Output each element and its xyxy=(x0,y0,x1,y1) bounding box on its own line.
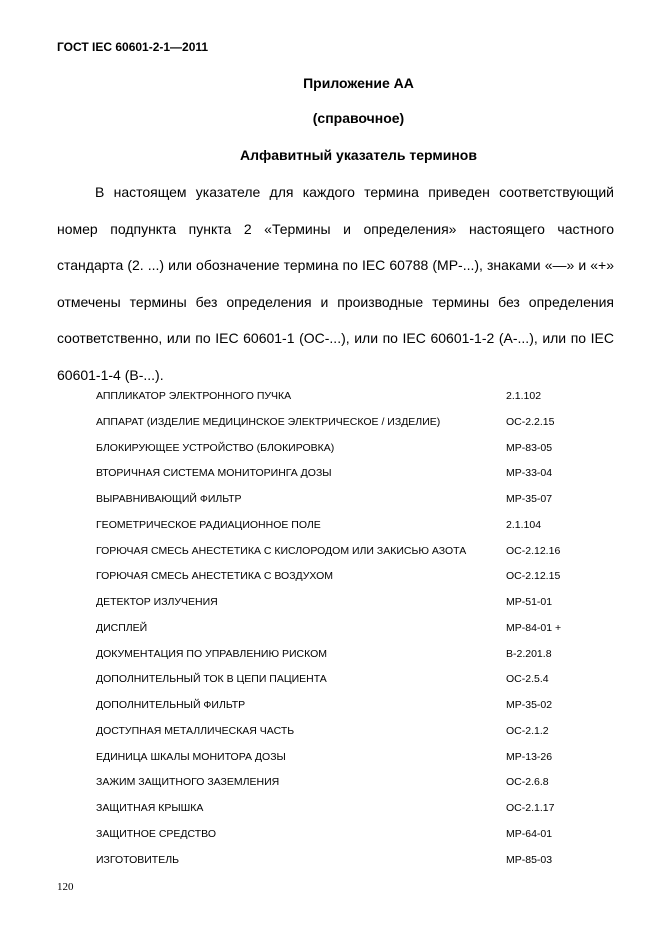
term-code: МР-35-02 xyxy=(506,699,553,711)
term-name: ИЗГОТОВИТЕЛЬ xyxy=(96,853,180,866)
appendix-title: Приложение АА xyxy=(303,75,414,91)
term-name: АППЛИКАТОР ЭЛЕКТРОННОГО ПУЧКА xyxy=(96,390,292,402)
term-code: ОС-2.1.2 xyxy=(506,724,549,737)
term-name: ГОРЮЧАЯ СМЕСЬ АНЕСТЕТИКА С КИСЛОРОДОМ ИЛИ ЗАКИСЬЮ АЗОТА xyxy=(96,544,467,557)
term-name: ГЕОМЕТРИЧЕСКОЕ РАДИАЦИОННОЕ ПОЛЕ xyxy=(96,518,321,531)
term-row xyxy=(96,622,616,648)
term-name: ДОПОЛНИТЕЛЬНЫЙ ФИЛЬТР xyxy=(96,699,246,711)
term-row xyxy=(96,673,616,699)
term-row xyxy=(96,545,616,571)
term-name: ДОСТУПНАЯ МЕТАЛЛИЧЕСКАЯ ЧАСТЬ xyxy=(96,724,295,737)
term-name: ВТОРИЧНАЯ СИСТЕМА МОНИТОРИНГА ДОЗЫ xyxy=(96,467,332,480)
term-row xyxy=(96,442,616,468)
term-row xyxy=(96,596,616,622)
term-name: ГОРЮЧАЯ СМЕСЬ АНЕСТЕТИКА С ВОЗДУХОМ xyxy=(96,570,334,583)
term-row xyxy=(96,493,616,519)
term-code: ОС-2.1.17 xyxy=(506,802,555,814)
term-code: ОС-2.12.15 xyxy=(506,570,561,583)
page-number: 120 xyxy=(57,881,74,893)
document-header: ГОСТ IEC 60601-2-1—2011 xyxy=(57,40,209,54)
term-code: В-2.201.8 xyxy=(506,647,552,660)
term-name: ЗАЩИТНОЕ СРЕДСТВО xyxy=(96,827,216,840)
term-name: ЗАЩИТНАЯ КРЫШКА xyxy=(96,802,204,814)
term-code: МР-84-01 + xyxy=(506,621,562,634)
term-code: ОС-2.5.4 xyxy=(506,673,549,686)
term-row xyxy=(96,854,616,880)
intro-paragraph xyxy=(57,174,614,394)
term-name: ДОКУМЕНТАЦИЯ ПО УПРАВЛЕНИЮ РИСКОМ xyxy=(96,647,328,660)
term-row xyxy=(96,648,616,674)
term-row xyxy=(96,751,616,777)
term-code: ОС-2.12.16 xyxy=(506,544,561,557)
term-name: ВЫРАВНИВАЮЩИЙ ФИЛЬТР xyxy=(96,493,242,505)
term-name: ДЕТЕКТОР ИЗЛУЧЕНИЯ xyxy=(96,596,218,608)
term-row xyxy=(96,519,616,545)
term-name: ДОПОЛНИТЕЛЬНЫЙ ТОК В ЦЕПИ ПАЦИЕНТА xyxy=(96,673,327,686)
term-row xyxy=(96,570,616,596)
term-code: МР-33-04 xyxy=(506,467,553,480)
term-code: МР-83-05 xyxy=(506,441,553,454)
term-code: ОС-2.6.8 xyxy=(506,776,549,789)
term-row xyxy=(96,467,616,493)
term-code: 2.1.102 xyxy=(506,390,542,402)
term-code: МР-13-26 xyxy=(506,750,553,763)
term-code: ОС-2.2.15 xyxy=(506,415,555,428)
term-name: ЕДИНИЦА ШКАЛЫ МОНИТОРА ДОЗЫ xyxy=(96,750,286,763)
term-code: МР-64-01 xyxy=(506,827,553,840)
terms-list xyxy=(96,390,616,879)
term-row xyxy=(96,699,616,725)
term-row xyxy=(96,776,616,802)
term-row xyxy=(96,416,616,442)
term-name: ДИСПЛЕЙ xyxy=(96,621,148,634)
appendix-type: (справочное) xyxy=(312,110,405,126)
index-title: Алфавитный указатель терминов xyxy=(240,147,477,163)
term-code: МР-51-01 xyxy=(506,596,553,608)
term-row xyxy=(96,725,616,751)
term-row xyxy=(96,390,616,416)
term-row xyxy=(96,802,616,828)
term-row xyxy=(96,828,616,854)
term-name: ЗАЖИМ ЗАЩИТНОГО ЗАЗЕМЛЕНИЯ xyxy=(96,776,280,789)
term-name: БЛОКИРУЮЩЕЕ УСТРОЙСТВО (БЛОКИРОВКА) xyxy=(96,441,335,454)
term-code: 2.1.104 xyxy=(506,518,542,531)
term-name: АППАРАТ (ИЗДЕЛИЕ МЕДИЦИНСКОЕ ЭЛЕКТРИЧЕСКОЕ / ИЗДЕЛИЕ) xyxy=(96,415,441,428)
term-code: МР-35-07 xyxy=(506,493,553,505)
intro-text: В настоящем указателе для каждого термина приведен соответствующий номер подпункта пункта 2 «Термины и определения» настоящего частного стандарта (2. ...) или обозначение термина по IEC 60788 (MP-...), знаками «—» и «+» отмечены термины без определения и производные термины без определения соответственно, или по IEC 60601-1 (ОС-...), или по IEC 60601-1-2 (А-...), или по IEC 60601-1-4 (В-...). xyxy=(57,184,614,383)
term-code: МР-85-03 xyxy=(506,853,553,866)
